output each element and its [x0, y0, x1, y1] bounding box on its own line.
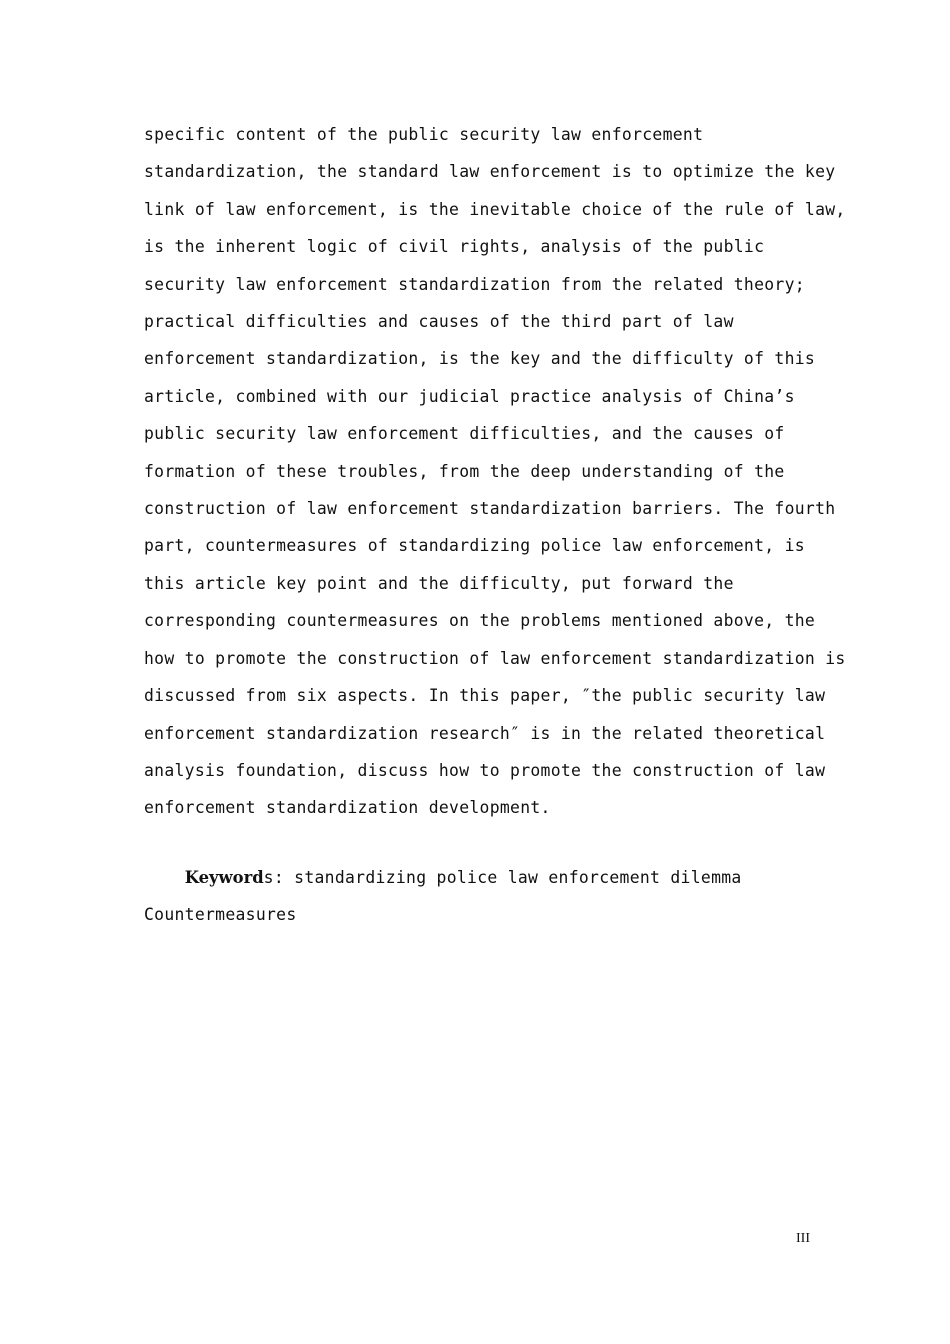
abstract-line: security law enforcement standardization from the related theory; [144, 274, 805, 294]
abstract-line: formation of these troubles, from the deep understanding of the [144, 461, 785, 481]
abstract-line: practical difficulties and causes of the third part of law [144, 312, 734, 332]
keywords-text: s: standardizing police law enforcement dilemma [263, 868, 742, 887]
abstract-line: part, countermeasures of standardizing police law enforcement, is [144, 536, 805, 556]
abstract-line: link of law enforcement, is the inevitable choice of the rule of law, [144, 199, 846, 219]
abstract-line: enforcement standardization development. [144, 798, 551, 818]
abstract-line: article, combined with our judicial practice analysis of China’s [144, 386, 795, 406]
abstract-line: discussed from six aspects. In this paper, ″the public security law [144, 686, 826, 706]
keywords-section [144, 859, 819, 934]
abstract-line: enforcement standardization research″ is in the related theoretical [144, 723, 826, 743]
keywords-continuation: Countermeasures [144, 905, 297, 925]
abstract-line: analysis foundation, discuss how to promote the construction of law [144, 760, 826, 780]
abstract-body [144, 116, 846, 827]
abstract-line: public security law enforcement difficulties, and the causes of [144, 424, 785, 444]
abstract-line: specific content of the public security law enforcement [144, 125, 704, 144]
page-number: III [796, 1231, 810, 1246]
abstract-line: corresponding countermeasures on the problems mentioned above, the [144, 611, 816, 631]
abstract-line: enforcement standardization, is the key and the difficulty of this [144, 349, 816, 369]
keywords-label: Keyword [184, 868, 264, 887]
abstract-line: this article key point and the difficulty, put forward the [144, 573, 734, 593]
abstract-line: how to promote the construction of law enforcement standardization is [144, 648, 846, 668]
abstract-line: standardization, the standard law enforcement is to optimize the key [144, 162, 836, 182]
abstract-line: is the inherent logic of civil rights, analysis of the public [144, 237, 765, 257]
keywords-line [144, 859, 819, 896]
abstract-line: construction of law enforcement standardization barriers. The fourth [144, 499, 836, 519]
